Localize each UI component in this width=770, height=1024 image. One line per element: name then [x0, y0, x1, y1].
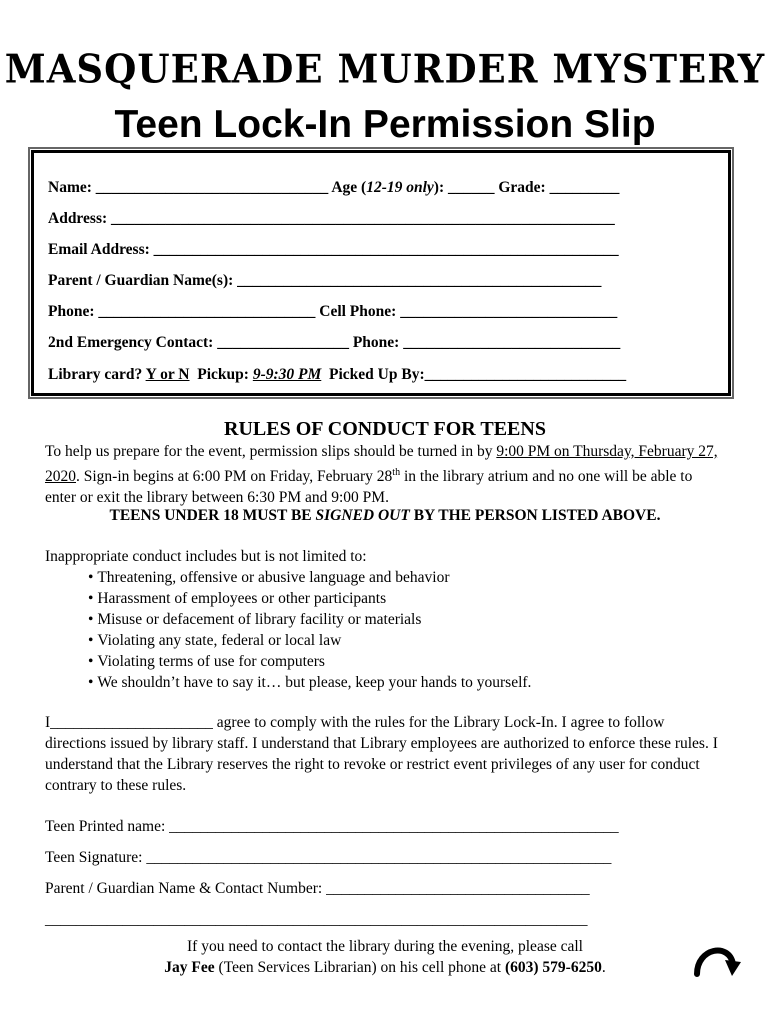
pickup-label: Pickup: [197, 366, 249, 383]
name-row [48, 178, 619, 198]
agreement-pronoun: I [45, 714, 51, 731]
teen-signature-row [45, 848, 611, 868]
list-item: • Threatening, offensive or abusive language and behavior [88, 567, 531, 588]
email-row [48, 240, 619, 260]
phone-field[interactable]: ____________________________ [98, 303, 316, 320]
email-field[interactable]: ____________________________________________________________ [153, 241, 619, 258]
teen-signature-field[interactable]: ____________________________________________________________ [146, 849, 612, 866]
address-field[interactable]: _________________________________________________________________ [111, 210, 615, 227]
footer-line-2 [45, 957, 725, 978]
list-item: • Misuse or defacement of library facility or materials [88, 609, 531, 630]
list-item: • We shouldn’t have to say it… but please, keep your hands to yourself. [88, 672, 531, 693]
conduct-intro: Inappropriate conduct includes but is not limited to: [45, 548, 367, 565]
intro-text-3: in the library atrium and no one will be able to enter or exit the library between 6:30 PM and 9:00 PM. [45, 468, 693, 507]
parent-contact-label: Parent / Guardian Name & Contact Number: [45, 880, 323, 897]
librarian-role: (Teen Services Librarian) on his cell phone at [214, 959, 505, 976]
librarian-phone: (603) 579-6250 [504, 959, 602, 976]
address-label: Address: [48, 210, 108, 227]
emergency-phone-label: Phone: [352, 334, 400, 351]
age-note: 12-19 only [366, 179, 434, 196]
name-label: Name: [48, 179, 92, 196]
picked-up-field[interactable]: __________________________ [424, 366, 627, 383]
turn-page-arrow-icon [691, 938, 743, 978]
emergency-phone-field[interactable]: ____________________________ [403, 334, 621, 351]
intro-text-2: . Sign-in begins at 6:00 PM on Friday, February 28 [76, 468, 393, 486]
footer-line-1: If you need to contact the library during the evening, please call [187, 938, 583, 955]
name-field[interactable]: ______________________________ [95, 179, 329, 196]
registration-form-box [31, 150, 731, 396]
footer-period: . [601, 959, 606, 976]
intro-text: To help us prepare for the event, permission slips should be turned in by [45, 443, 497, 460]
agreement-paragraph [45, 712, 725, 796]
phone-row [48, 302, 617, 322]
grade-label: Grade: [498, 179, 546, 196]
teen-printed-name-label: Teen Printed name: [45, 818, 166, 835]
extra-line[interactable]: ______________________________________________________________________ [45, 911, 588, 928]
address-row [48, 209, 615, 229]
parent-contact-field[interactable]: __________________________________ [326, 880, 590, 897]
cell-phone-field[interactable]: ____________________________ [400, 303, 618, 320]
email-label: Email Address: [48, 241, 150, 258]
signed-out-text-2: BY THE PERSON LISTED ABOVE. [409, 507, 661, 524]
library-card-label: Library card? [48, 366, 143, 383]
ordinal-suffix: th [392, 467, 401, 478]
list-item: • Violating terms of use for computers [88, 651, 531, 672]
parent-label: Parent / Guardian Name(s): [48, 272, 234, 289]
rules-intro [45, 441, 725, 508]
cell-phone-label: Cell Phone: [319, 303, 397, 320]
pickup-time: 9-9:30 PM [252, 366, 322, 383]
age-label-close: ): [433, 179, 445, 196]
signed-out-text-1: TEENS UNDER 18 MUST BE [109, 507, 316, 524]
picked-up-label: Picked Up By: [329, 366, 425, 383]
emergency-row [48, 333, 620, 353]
signed-out-notice [45, 505, 725, 526]
teen-printed-name-row [45, 817, 619, 837]
librarian-name: Jay Fee [164, 959, 215, 976]
parent-row [48, 271, 601, 291]
parent-contact-row [45, 879, 590, 899]
age-label: Age ( [331, 179, 367, 196]
signed-out-emphasis: SIGNED OUT [315, 507, 410, 524]
list-item: • Violating any state, federal or local law [88, 630, 531, 651]
parent-field[interactable]: _______________________________________________ [237, 272, 602, 289]
library-card-choice[interactable]: Y or N [145, 366, 190, 383]
library-card-row [48, 365, 626, 385]
agreement-text: agree to comply with the rules for the Library Lock-In. I agree to follow directions issued by library staff. I understand that Library employees are authorized to enforce these rules. I understand that the Library reserves the right to revoke or restrict event privileges of any user for conduct contrary to these rules. [45, 714, 718, 794]
phone-label: Phone: [48, 303, 95, 320]
teen-signature-label: Teen Signature: [45, 849, 143, 866]
event-title: MASQUERADE MURDER MYSTERY [4, 45, 766, 93]
agreement-name-field[interactable]: _____________________ [50, 714, 213, 731]
age-field[interactable]: ______ [447, 179, 495, 196]
emergency-contact-field[interactable]: _________________ [217, 334, 349, 351]
footer-contact [45, 936, 725, 978]
conduct-list [88, 567, 531, 693]
grade-field[interactable]: _________ [549, 179, 620, 196]
list-item: • Harassment of employees or other participants [88, 588, 531, 609]
emergency-contact-label: 2nd Emergency Contact: [48, 334, 214, 351]
rules-heading: RULES OF CONDUCT FOR TEENS [224, 418, 546, 440]
teen-printed-name-field[interactable]: __________________________________________________________ [169, 818, 619, 835]
deadline-text: 9:00 PM on Thursday, February 27, 2020 [45, 443, 718, 486]
page-title: Teen Lock-In Permission Slip [114, 103, 656, 146]
